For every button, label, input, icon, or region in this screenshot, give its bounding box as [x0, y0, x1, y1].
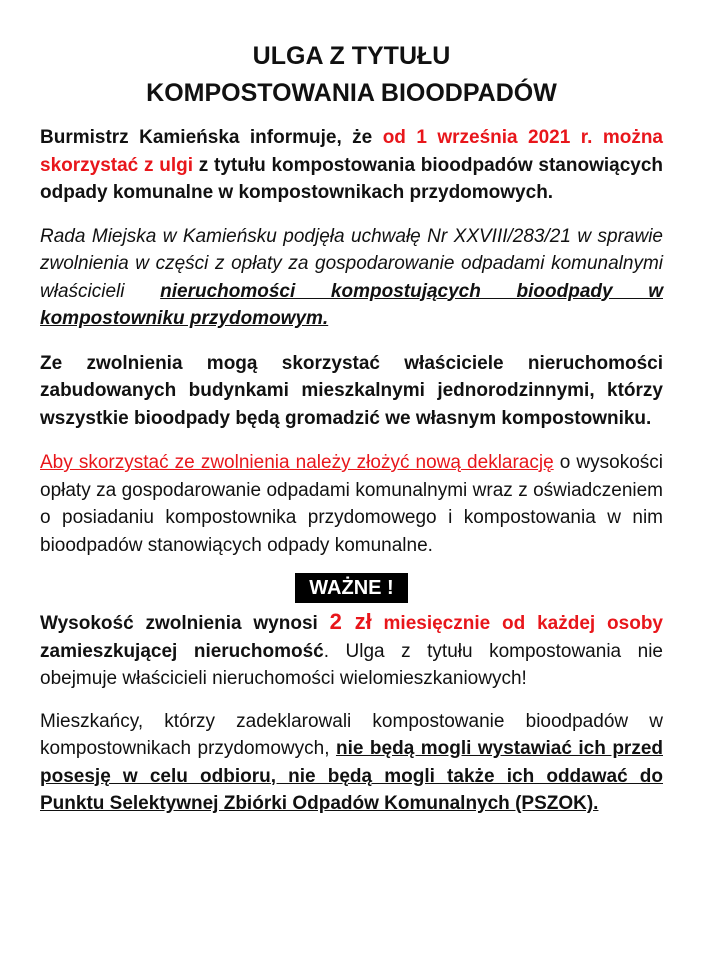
important-badge-row: [40, 573, 663, 603]
announcement-date-highlight: od 1 września 2021 r. można skorzystać z ulgi: [40, 127, 663, 176]
declaration-paragraph: [40, 449, 663, 559]
disposal-restriction-intro: Mieszkańcy, którzy zadeklarowali kompostowanie bioodpadów w kompostownikach przydomowych,: [40, 710, 663, 759]
declaration-highlight: Aby skorzystać ze zwolnienia należy złożyć nową deklarację: [40, 452, 554, 473]
title-line-1: ULGA Z TYTUŁU: [252, 42, 451, 70]
discount-amount-intro: Wysokość zwolnienia wynosi: [40, 613, 330, 634]
resolution-emphasis: nieruchomości kompostujących bioodpady w kompostowniku przydomowym.: [40, 280, 663, 329]
eligibility-paragraph: Ze zwolnienia mogą skorzystać właściciele nieruchomości zabudowanych budynkami mieszkalnymi jednorodzinnymi, którzy wszystkie bioodpady będą gromadzić we własnym kompostowniku.: [40, 352, 663, 429]
discount-amount-period: miesięcznie od każdej osoby: [371, 613, 663, 634]
discount-amount-rest: . Ulga z tytułu kompostowania nie obejmuje właścicieli nieruchomości wielomieszkaniowych!: [40, 640, 663, 689]
discount-amount-scope: zamieszkującej nieruchomość: [40, 640, 324, 662]
announcement-intro: Burmistrz Kamieńska informuje, że: [40, 127, 383, 148]
resolution-paragraph: [40, 223, 663, 333]
announcement-paragraph: [40, 124, 663, 207]
declaration-rest: o wysokości opłaty za gospodarowanie odpadami komunalnymi wraz z oświadczeniem o posiadaniu kompostownika przydomowego i kompostowania w nim bioodpadów stanowiących odpady komunalne.: [40, 452, 664, 556]
important-badge: WAŻNE !: [295, 573, 407, 603]
page-title: [40, 38, 663, 112]
discount-amount-value: 2 zł: [329, 609, 372, 634]
disposal-restriction-emphasis: nie będą mogli wystawiać ich przed posesję w celu odbioru, nie będą mogli także ich oddawać do Punktu Selektywnej Zbiórki Odpadów Komunalnych (PSZOK).: [40, 738, 663, 814]
disposal-restriction-paragraph: [40, 708, 663, 818]
title-line-2: KOMPOSTOWANIA BIOODPADÓW: [146, 79, 557, 107]
discount-amount-paragraph: [40, 608, 663, 693]
resolution-text: Rada Miejska w Kamieńsku podjęła uchwałę Nr XXVIII/283/21 w sprawie zwolnienia w części z opłaty za gospodarowanie odpadami komunalnymi właścicieli: [40, 225, 663, 302]
announcement-rest: z tytułu kompostowania bioodpadów stanowiących odpady komunalne w kompostownikach przydomowych.: [40, 154, 663, 203]
